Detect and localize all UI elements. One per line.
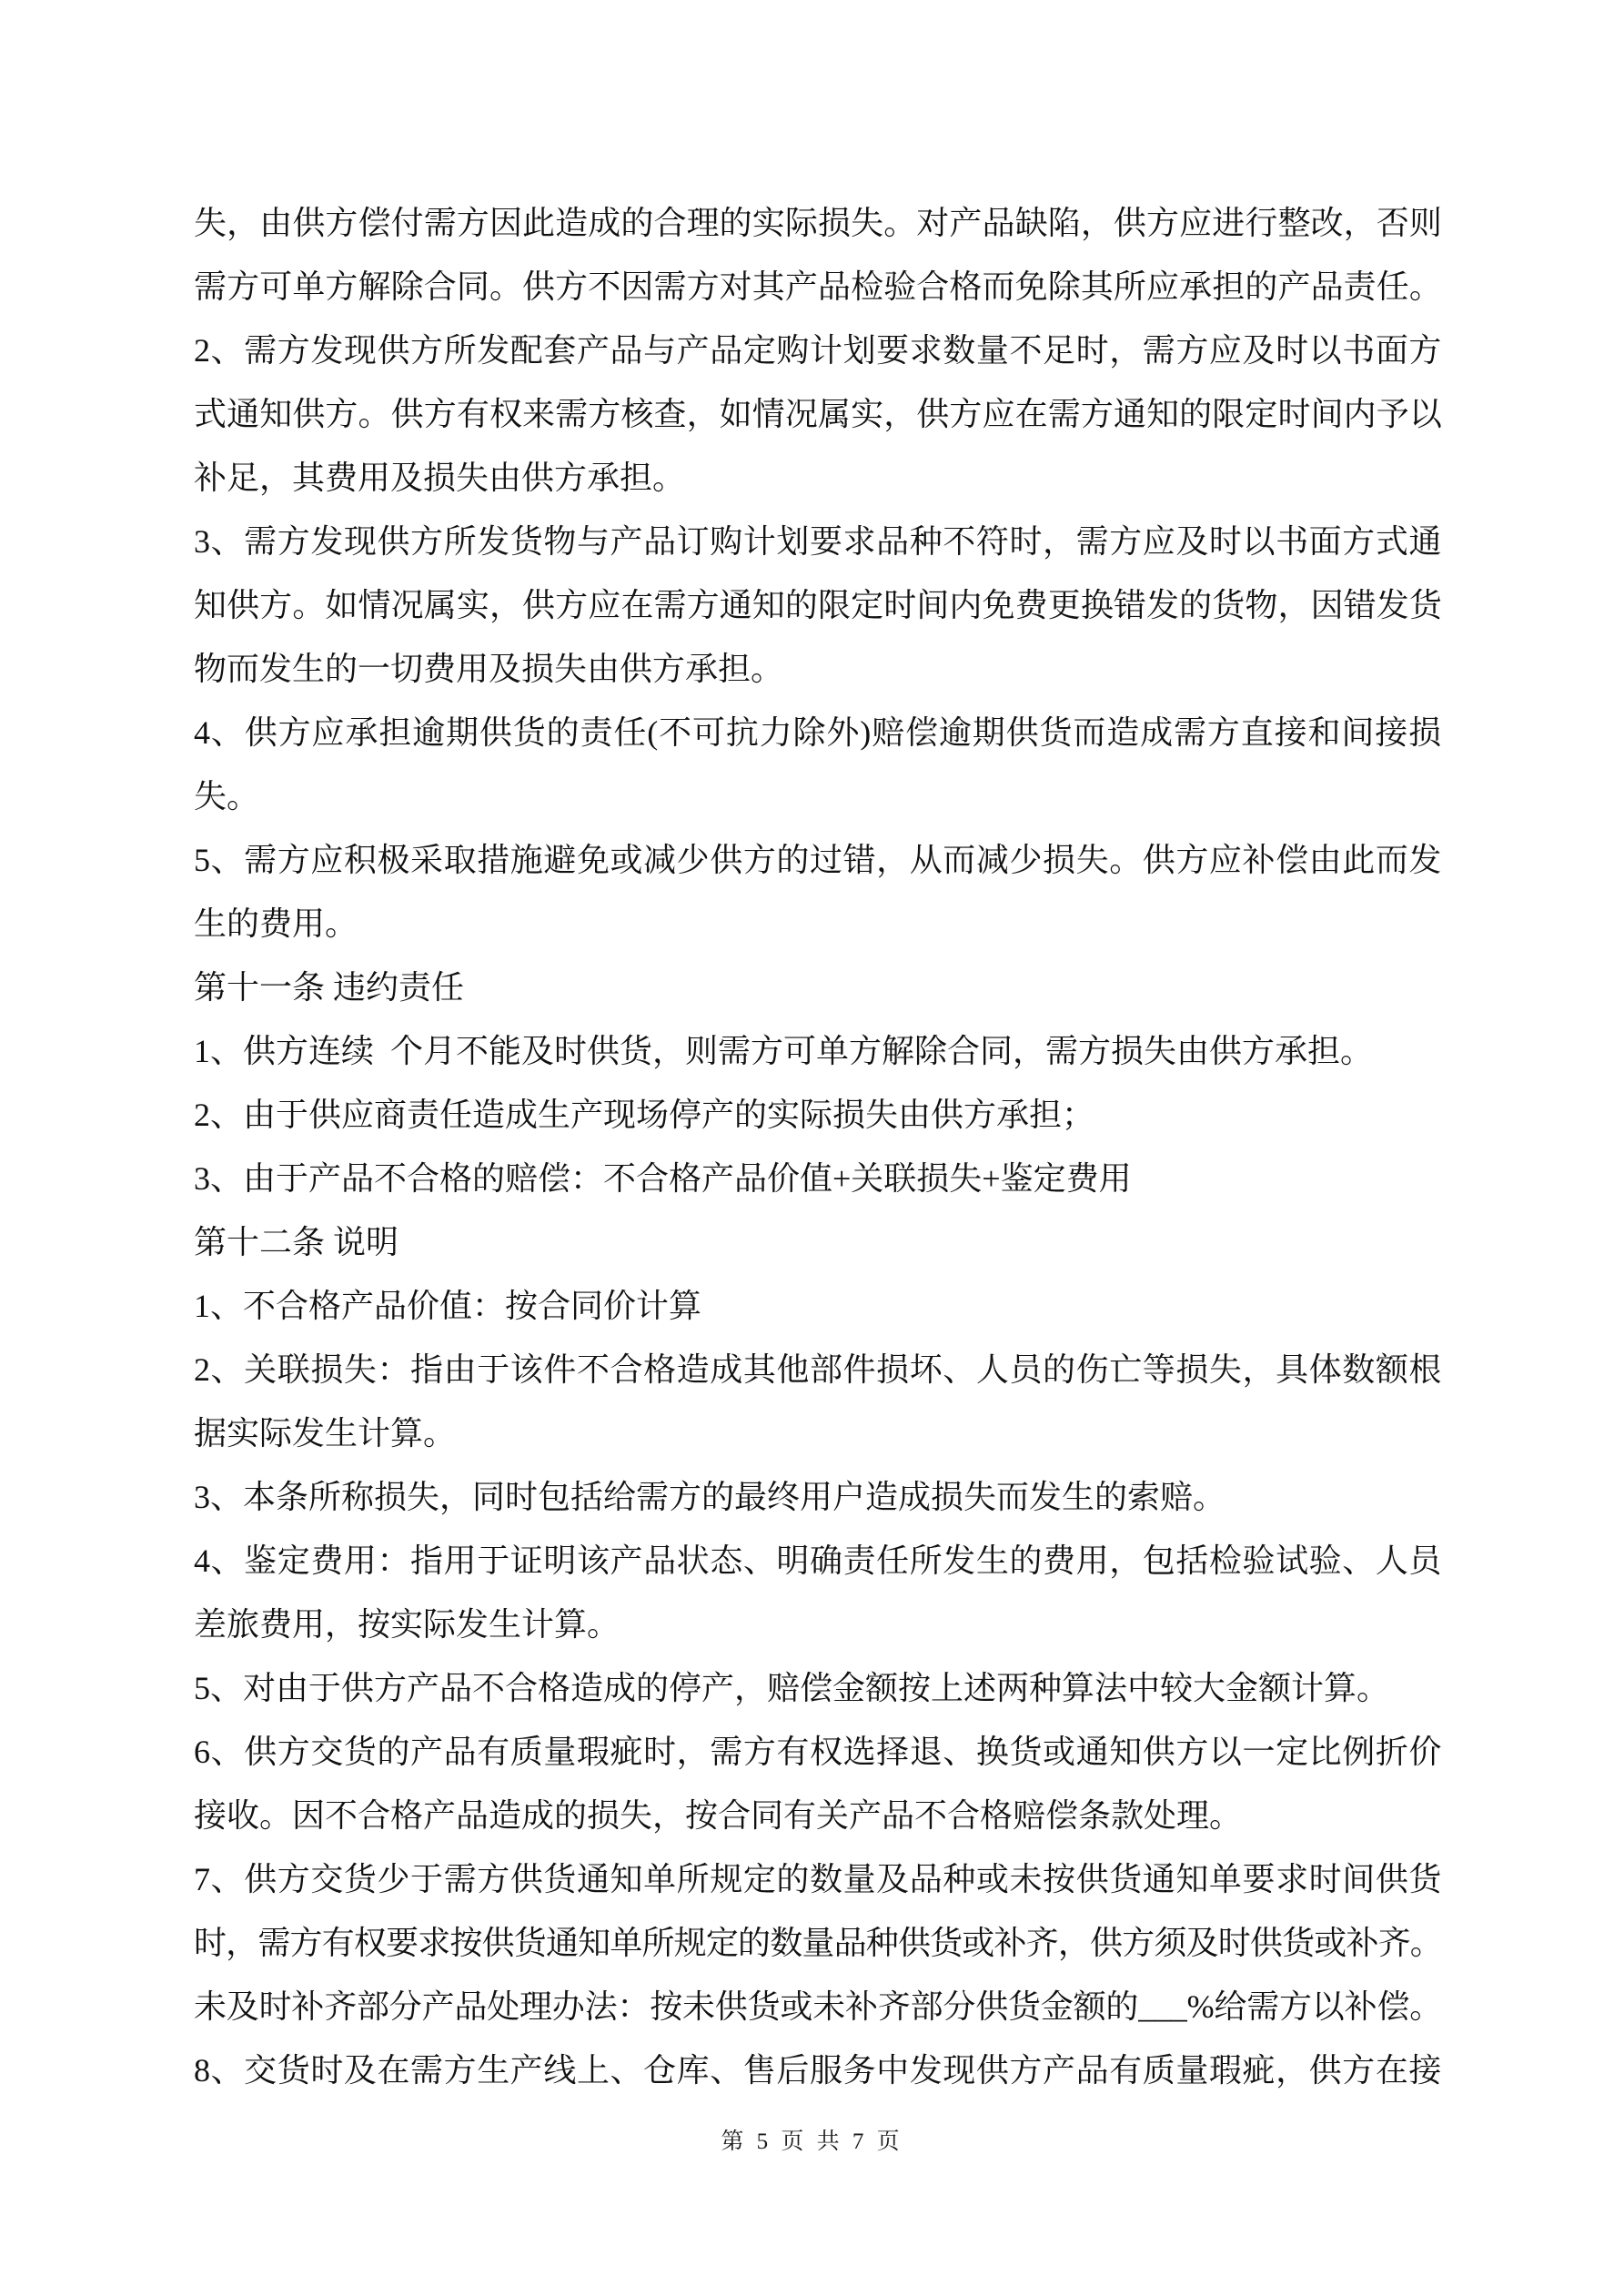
text-line-content: 需方可单方解除合同。供方不因需方对其产品检验合格而免除其所应承担的产品责任。 [194,268,1442,305]
text-line [194,1784,1442,1847]
text-line [194,1911,1442,1975]
text-line-content: 2、关联损失：指由于该件不合格造成其他部件损坏、人员的伤亡等损失，具体数额根 [194,1351,1442,1388]
text-line-content: 差旅费用，按实际发生计算。 [194,1606,620,1643]
text-line [194,1593,1442,1656]
text-line-content: 失，由供方偿付需方因此造成的合理的实际损失。对产品缺陷，供方应进行整改，否则 [194,205,1442,241]
text-line-content: 3、本条所称损失，同时包括给需方的最终用户造成损失而发生的索赔。 [194,1479,1226,1515]
text-line [194,1210,1442,1274]
text-line [194,1656,1442,1720]
text-line-content: 补足，其费用及损失由供方承担。 [194,460,686,496]
text-line-content: 1、不合格产品价值：按合同价计算 [194,1288,702,1324]
text-line-content: 据实际发生计算。 [194,1415,457,1451]
text-line-content: 2、由于供应商责任造成生产现场停产的实际损失由供方承担； [194,1097,1095,1133]
text-line-content: 7、供方交货少于需方供货通知单所规定的数量及品种或未按供货通知单要求时间供货 [194,1861,1442,1897]
text-line [194,1529,1442,1593]
text-line-content: 接收。因不合格产品造成的损失，按合同有关产品不合格赔偿条款处理。 [194,1797,1243,1834]
text-line-content: 5、需方应积极采取措施避免或减少供方的过错，从而减少损失。供方应补偿由此而发 [194,842,1442,878]
text-line [194,1847,1442,1911]
text-line-content: 4、供方应承担逾期供货的责任(不可抗力除外)赔偿逾期供货而造成需方直接和间接损 [194,714,1442,751]
text-line-content: 生的费用。 [194,905,358,942]
text-line [194,1147,1442,1210]
page-number: 第 5 页 共 7 页 [721,2129,903,2154]
text-line-content: 3、由于产品不合格的赔偿：不合格产品价值+关联损失+鉴定费用 [194,1160,1132,1197]
text-line [194,1083,1442,1147]
text-line [194,1975,1442,2038]
page-footer [0,2122,1624,2162]
text-line [194,1401,1442,1465]
document-body [194,191,1442,2102]
text-line [194,764,1442,828]
text-line [194,1338,1442,1401]
text-line-content: 2、需方发现供方所发配套产品与产品定购计划要求数量不足时，需方应及时以书面方 [194,332,1442,369]
text-line [194,892,1442,956]
text-line-content: 未及时补齐部分产品处理办法：按未供货或未补齐部分供货金额的___%给需方以补偿。 [194,1988,1442,2025]
text-line [194,319,1442,382]
text-line [194,1019,1442,1083]
text-line [194,446,1442,510]
text-line-content: 第十二条 说明 [194,1224,399,1260]
text-line [194,191,1442,255]
text-line-content: 时，需方有权要求按供货通知单所规定的数量品种供货或补齐，供方须及时供货或补齐。 [194,1925,1442,1961]
text-line [194,1465,1442,1529]
text-line-content: 8、交货时及在需方生产线上、仓库、售后服务中发现供方产品有质量瑕疵，供方在接 [194,2052,1442,2089]
text-line-content: 5、对由于供方产品不合格造成的停产，赔偿金额按上述两种算法中较大金额计算。 [194,1670,1390,1706]
text-line [194,956,1442,1019]
text-line [194,382,1442,446]
text-line-content: 6、供方交货的产品有质量瑕疵时，需方有权选择退、换货或通知供方以一定比例折价 [194,1734,1442,1770]
text-line-content: 4、鉴定费用：指用于证明该产品状态、明确责任所发生的费用，包括检验试验、人员 [194,1542,1442,1579]
text-line [194,255,1442,319]
text-line-content: 3、需方发现供方所发货物与产品订购计划要求品种不符时，需方应及时以书面方式通 [194,523,1442,560]
text-line-content: 第十一条 违约责任 [194,969,465,1006]
text-line [194,701,1442,764]
text-line-content: 知供方。如情况属实，供方应在需方通知的限定时间内免费更换错发的货物，因错发货 [194,587,1442,623]
text-line [194,828,1442,892]
text-line [194,2038,1442,2102]
text-line [194,1274,1442,1338]
text-line-content: 1、供方连续 个月不能及时供货，则需方可单方解除合同，需方损失由供方承担。 [194,1033,1374,1069]
text-line [194,510,1442,573]
text-line [194,573,1442,637]
text-line [194,637,1442,701]
text-line-content: 失。 [194,778,260,814]
text-line-content: 物而发生的一切费用及损失由供方承担。 [194,651,784,687]
text-line [194,1720,1442,1784]
text-line-content: 式通知供方。供方有权来需方核查，如情况属实，供方应在需方通知的限定时间内予以 [194,396,1442,432]
